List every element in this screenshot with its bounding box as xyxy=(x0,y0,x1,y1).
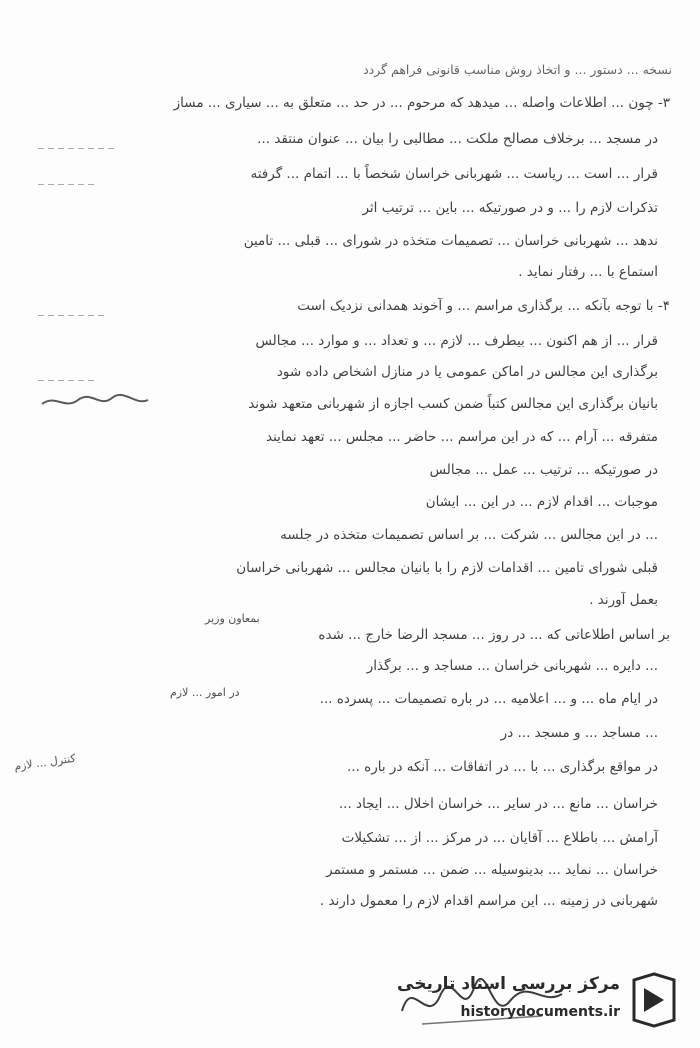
doc-line-18: بر اساس اطلاعاتی که ... در روز ... مسجد الرضا خارج ... شده xyxy=(318,627,670,643)
margin-note-left: کنترل ... لازم xyxy=(13,751,77,774)
margin-note-top: بمعاون وزیر xyxy=(205,612,260,625)
watermark-title: مرکز بررسی اسناد تاریخی xyxy=(397,974,620,994)
doc-line-10: برگذاری این مجالس در اماکن عمومی یا در منازل اشخاص داده شود xyxy=(276,364,658,380)
doc-line-16: قبلی شورای تامین ... اقدامات لازم را با بانیان مجالس ... شهربانی خراسان xyxy=(236,560,658,576)
doc-line-15: ... در این مجالس ... شرکت ... بر اساس تصمیمات متخذه در جلسه xyxy=(280,527,658,543)
doc-line-1: نسخه ... دستور ... و اتخاذ روش مناسب قانونی فراهم گردد xyxy=(363,62,672,77)
doc-line-19: ... دایره ... شهربانی خراسان ... مساجد و ... برگذار xyxy=(366,658,658,674)
doc-line-2: ۳- چون ... اطلاعات واصله ... میدهد که مرحوم ... در حد ... متعلق به ... سیاری ... مساز xyxy=(173,95,670,111)
line-filler-stroke xyxy=(38,315,108,316)
doc-line-13: در صورتیکه ... ترتیب ... عمل ... مجالس xyxy=(429,462,658,478)
ink-scribble-emphasis xyxy=(40,392,150,412)
doc-line-14: موجبات ... اقدام لازم ... در این ... ایشان xyxy=(425,494,658,510)
line-filler-stroke xyxy=(38,184,98,185)
doc-line-6: ندهد ... شهربانی خراسان ... تصمیمات متخذه در شورای ... قبلی ... تامین xyxy=(243,233,658,249)
doc-line-7: استماع با ... رفتار نماید . xyxy=(518,264,658,280)
doc-line-20: در ایام ماه ... و ... اعلامیه ... در باره تصمیمات ... پسرده ... xyxy=(319,691,658,707)
doc-line-11: بانیان برگذاری این مجالس کتباً ضمن کسب اجازه از شهربانی متعهد شوند xyxy=(248,396,658,412)
line-filler-stroke xyxy=(38,148,118,149)
doc-line-4: قرار ... است ... ریاست ... شهربانی خراسان شخصاً با ... اتمام ... گرفته xyxy=(250,166,658,182)
watermark-url[interactable]: historydocuments.ir xyxy=(460,1004,620,1020)
doc-line-25: خراسان ... نماید ... بدینوسیله ... ضمن ... مستمر و مستمر xyxy=(326,862,658,878)
doc-line-3: در مسجد ... برخلاف مصالح ملکت ... مطالبی را بیان ... عنوان منتقد ... xyxy=(257,131,658,147)
doc-line-23: خراسان ... مانع ... در سایر ... خراسان اخلال ... ایجاد ... xyxy=(338,796,658,812)
archive-logo-icon xyxy=(626,970,682,1030)
doc-line-24: آرامش ... باطلاع ... آقایان ... در مرکز ... از ... تشکیلات xyxy=(341,830,658,846)
line-filler-stroke xyxy=(38,380,98,381)
doc-line-5: تذکرات لازم را ... و در صورتیکه ... باین ... ترتیب اثر xyxy=(362,200,658,216)
archive-watermark xyxy=(392,968,682,1040)
doc-line-17: بعمل آورند . xyxy=(589,592,658,608)
doc-line-26: شهربانی در زمینه ... این مراسم اقدام لازم را معمول دارند . xyxy=(319,893,658,909)
doc-line-22: در مواقع برگذاری ... با ... در اتفاقات ... آنکه در باره ... xyxy=(347,759,658,775)
doc-line-8: ۴- با توجه بآنکه ... برگذاری مراسم ... و آخوند همدانی نزدیک است xyxy=(297,298,670,314)
margin-note-mid: در امور ... لازم xyxy=(170,686,240,699)
doc-line-21: ... مساجد ... و مسجد ... در xyxy=(500,725,658,741)
doc-line-12: متفرقه ... آرام ... که در این مراسم ... حاضر ... مجلس ... تعهد نمایند xyxy=(266,429,658,445)
doc-line-9: قرار ... از هم اکنون ... بیطرف ... لازم ... و تعداد ... و موارد ... مجالس xyxy=(255,333,658,349)
